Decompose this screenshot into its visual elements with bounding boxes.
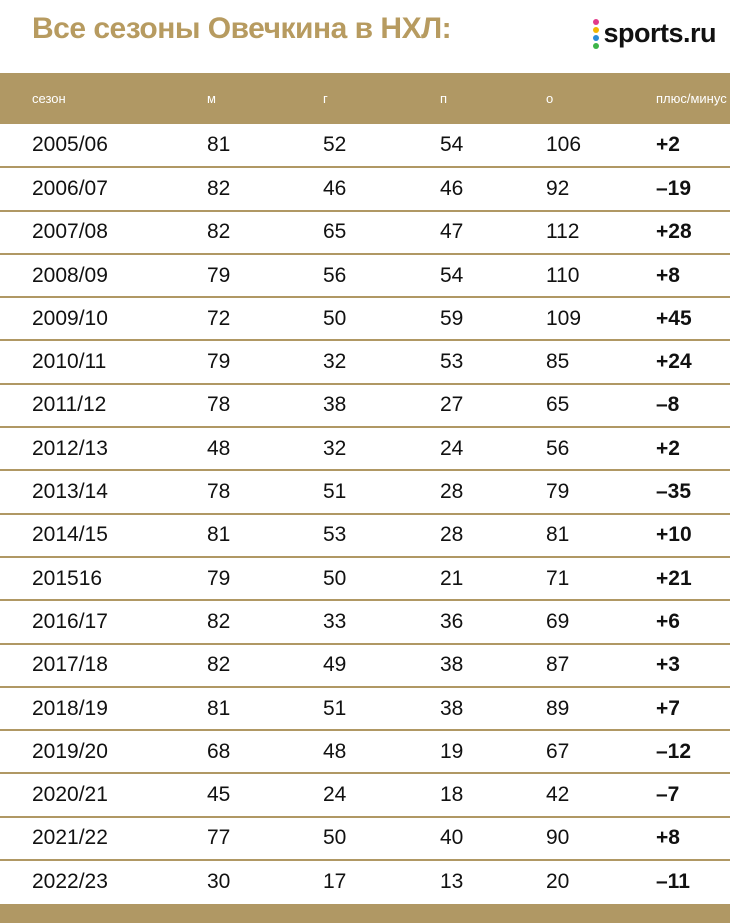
- points-cell: 69: [546, 600, 656, 643]
- games-cell: 30: [207, 870, 231, 894]
- points-cell: 81: [546, 514, 656, 557]
- table-row: [0, 427, 730, 470]
- logo-dot: [593, 19, 599, 25]
- table-row: [0, 124, 730, 167]
- assists-cell: 36: [440, 600, 546, 643]
- table-row: [0, 687, 730, 730]
- goals-cell: 24: [323, 773, 440, 816]
- assists-cell: 59: [440, 297, 546, 340]
- goals-cell: 32: [323, 427, 440, 470]
- table-row: [0, 817, 730, 860]
- table-row: [0, 167, 730, 210]
- points-cell: 92: [546, 167, 656, 210]
- points-cell: 85: [546, 340, 656, 383]
- plus-minus-cell: –19: [656, 167, 730, 210]
- games-cell: 79: [207, 557, 323, 600]
- table-row: [0, 557, 730, 600]
- games-cell: 81: [207, 514, 323, 557]
- points-cell: 65: [546, 384, 656, 427]
- games-cell: 82: [207, 167, 323, 210]
- games-cell: 82: [207, 644, 323, 687]
- logo-dot: [593, 27, 599, 33]
- plus-minus-cell: +7: [656, 687, 730, 730]
- goals-cell: 56: [323, 254, 440, 297]
- goals-cell: 49: [323, 644, 440, 687]
- plus-minus-cell: +8: [656, 817, 730, 860]
- goals-cell: 51: [323, 687, 440, 730]
- plus-minus-cell: +2: [656, 427, 730, 470]
- bottom-bar: [0, 904, 730, 923]
- goals-cell: 46: [323, 167, 440, 210]
- games-cell: 81: [207, 124, 323, 167]
- plus-minus-cell: +2: [656, 124, 730, 167]
- games-cell: 77: [207, 817, 323, 860]
- assists-cell: 46: [440, 167, 546, 210]
- plus-minus-cell: –12: [656, 730, 730, 773]
- page-title: Все сезоны Овечкина в НХЛ:: [32, 12, 452, 45]
- goals-cell: 53: [323, 514, 440, 557]
- table-row: [0, 384, 730, 427]
- season-cell: 2018/19: [0, 687, 207, 730]
- goals-cell: 50: [323, 557, 440, 600]
- points-cell: 87: [546, 644, 656, 687]
- assists-cell: 19: [440, 730, 546, 773]
- season-cell: 2017/18: [0, 644, 207, 687]
- table-header-row: [0, 73, 730, 124]
- season-cell: 2020/21: [0, 773, 207, 816]
- table-row: [0, 514, 730, 557]
- plus-minus-cell: +21: [656, 557, 730, 600]
- goals-cell: 50: [323, 297, 440, 340]
- goals-cell: 48: [323, 730, 440, 773]
- plus-minus-cell: +28: [656, 211, 730, 254]
- goals-cell: 33: [323, 600, 440, 643]
- points-cell: 109: [546, 297, 656, 340]
- logo-text: sports.ru: [603, 18, 716, 48]
- points-cell: 89: [546, 687, 656, 730]
- header-goals: г: [323, 91, 328, 106]
- logo-dot: [593, 35, 599, 41]
- goals-cell: 38: [323, 384, 440, 427]
- table-row: [0, 340, 730, 383]
- goals-cell: 50: [323, 817, 440, 860]
- assists-cell: 24: [440, 427, 546, 470]
- assists-cell: 54: [440, 124, 546, 167]
- assists-cell: 47: [440, 211, 546, 254]
- assists-cell: 38: [440, 644, 546, 687]
- assists-cell: 21: [440, 557, 546, 600]
- games-cell: 79: [207, 340, 323, 383]
- table-row: [0, 297, 730, 340]
- season-cell: 2007/08: [0, 211, 207, 254]
- season-cell: 2012/13: [0, 427, 207, 470]
- assists-cell: 38: [440, 687, 546, 730]
- points-cell: 112: [546, 211, 656, 254]
- games-cell: 48: [207, 427, 323, 470]
- points-cell: 56: [546, 427, 656, 470]
- plus-minus-cell: –35: [656, 470, 730, 513]
- header-season: сезон: [32, 91, 66, 106]
- plus-minus-cell: +10: [656, 514, 730, 557]
- season-cell: 2009/10: [0, 297, 207, 340]
- table-row: [0, 470, 730, 513]
- plus-minus-cell: +8: [656, 254, 730, 297]
- goals-cell: 32: [323, 340, 440, 383]
- assists-cell: 53: [440, 340, 546, 383]
- plus-minus-cell: +24: [656, 340, 730, 383]
- plus-minus-cell: –8: [656, 384, 730, 427]
- table-body: [0, 124, 730, 903]
- games-cell: 78: [207, 470, 323, 513]
- logo-dot: [593, 43, 599, 49]
- logo-dots-icon: [593, 19, 599, 49]
- games-cell: 79: [207, 254, 323, 297]
- season-cell: 2022/23: [32, 870, 108, 894]
- season-cell: 2014/15: [0, 514, 207, 557]
- header-plus-minus: плюс/минус: [656, 91, 727, 106]
- season-cell: 2011/12: [0, 384, 207, 427]
- table-row: [0, 773, 730, 816]
- season-cell: 2019/20: [0, 730, 207, 773]
- assists-cell: 27: [440, 384, 546, 427]
- season-cell: 2010/11: [0, 340, 207, 383]
- goals-cell: 65: [323, 211, 440, 254]
- games-cell: 81: [207, 687, 323, 730]
- season-cell: 2013/14: [0, 470, 207, 513]
- header: [0, 0, 730, 72]
- plus-minus-cell: +6: [656, 600, 730, 643]
- season-cell: 201516: [0, 557, 207, 600]
- points-cell: 20: [546, 870, 570, 894]
- assists-cell: 40: [440, 817, 546, 860]
- header-assists: п: [440, 91, 448, 106]
- season-cell: 2016/17: [0, 600, 207, 643]
- header-games: м: [207, 91, 216, 106]
- points-cell: 42: [546, 773, 656, 816]
- table-row: [0, 730, 730, 773]
- goals-cell: 17: [323, 870, 347, 894]
- games-cell: 68: [207, 730, 323, 773]
- assists-cell: 54: [440, 254, 546, 297]
- points-cell: 79: [546, 470, 656, 513]
- season-cell: 2021/22: [0, 817, 207, 860]
- table-row: [0, 211, 730, 254]
- games-cell: 82: [207, 600, 323, 643]
- points-cell: 67: [546, 730, 656, 773]
- season-cell: 2006/07: [0, 167, 207, 210]
- season-cell: 2005/06: [0, 124, 207, 167]
- table-row: [0, 254, 730, 297]
- table-row: [0, 644, 730, 687]
- plus-minus-cell: –7: [656, 773, 730, 816]
- games-cell: 82: [207, 211, 323, 254]
- plus-minus-cell: +45: [656, 297, 730, 340]
- goals-cell: 51: [323, 470, 440, 513]
- table-row: [0, 860, 730, 903]
- goals-cell: 52: [323, 124, 440, 167]
- games-cell: 72: [207, 297, 323, 340]
- plus-minus-cell: –11: [656, 870, 690, 894]
- table-row: [0, 600, 730, 643]
- sports-ru-logo: [593, 18, 716, 49]
- points-cell: 106: [546, 124, 656, 167]
- plus-minus-cell: +3: [656, 644, 730, 687]
- assists-cell: 13: [440, 870, 464, 894]
- assists-cell: 18: [440, 773, 546, 816]
- assists-cell: 28: [440, 470, 546, 513]
- seasons-table: [0, 73, 730, 903]
- games-cell: 78: [207, 384, 323, 427]
- games-cell: 45: [207, 773, 323, 816]
- season-cell: 2008/09: [0, 254, 207, 297]
- points-cell: 110: [546, 254, 656, 297]
- assists-cell: 28: [440, 514, 546, 557]
- header-points: о: [546, 91, 554, 106]
- points-cell: 90: [546, 817, 656, 860]
- points-cell: 71: [546, 557, 656, 600]
